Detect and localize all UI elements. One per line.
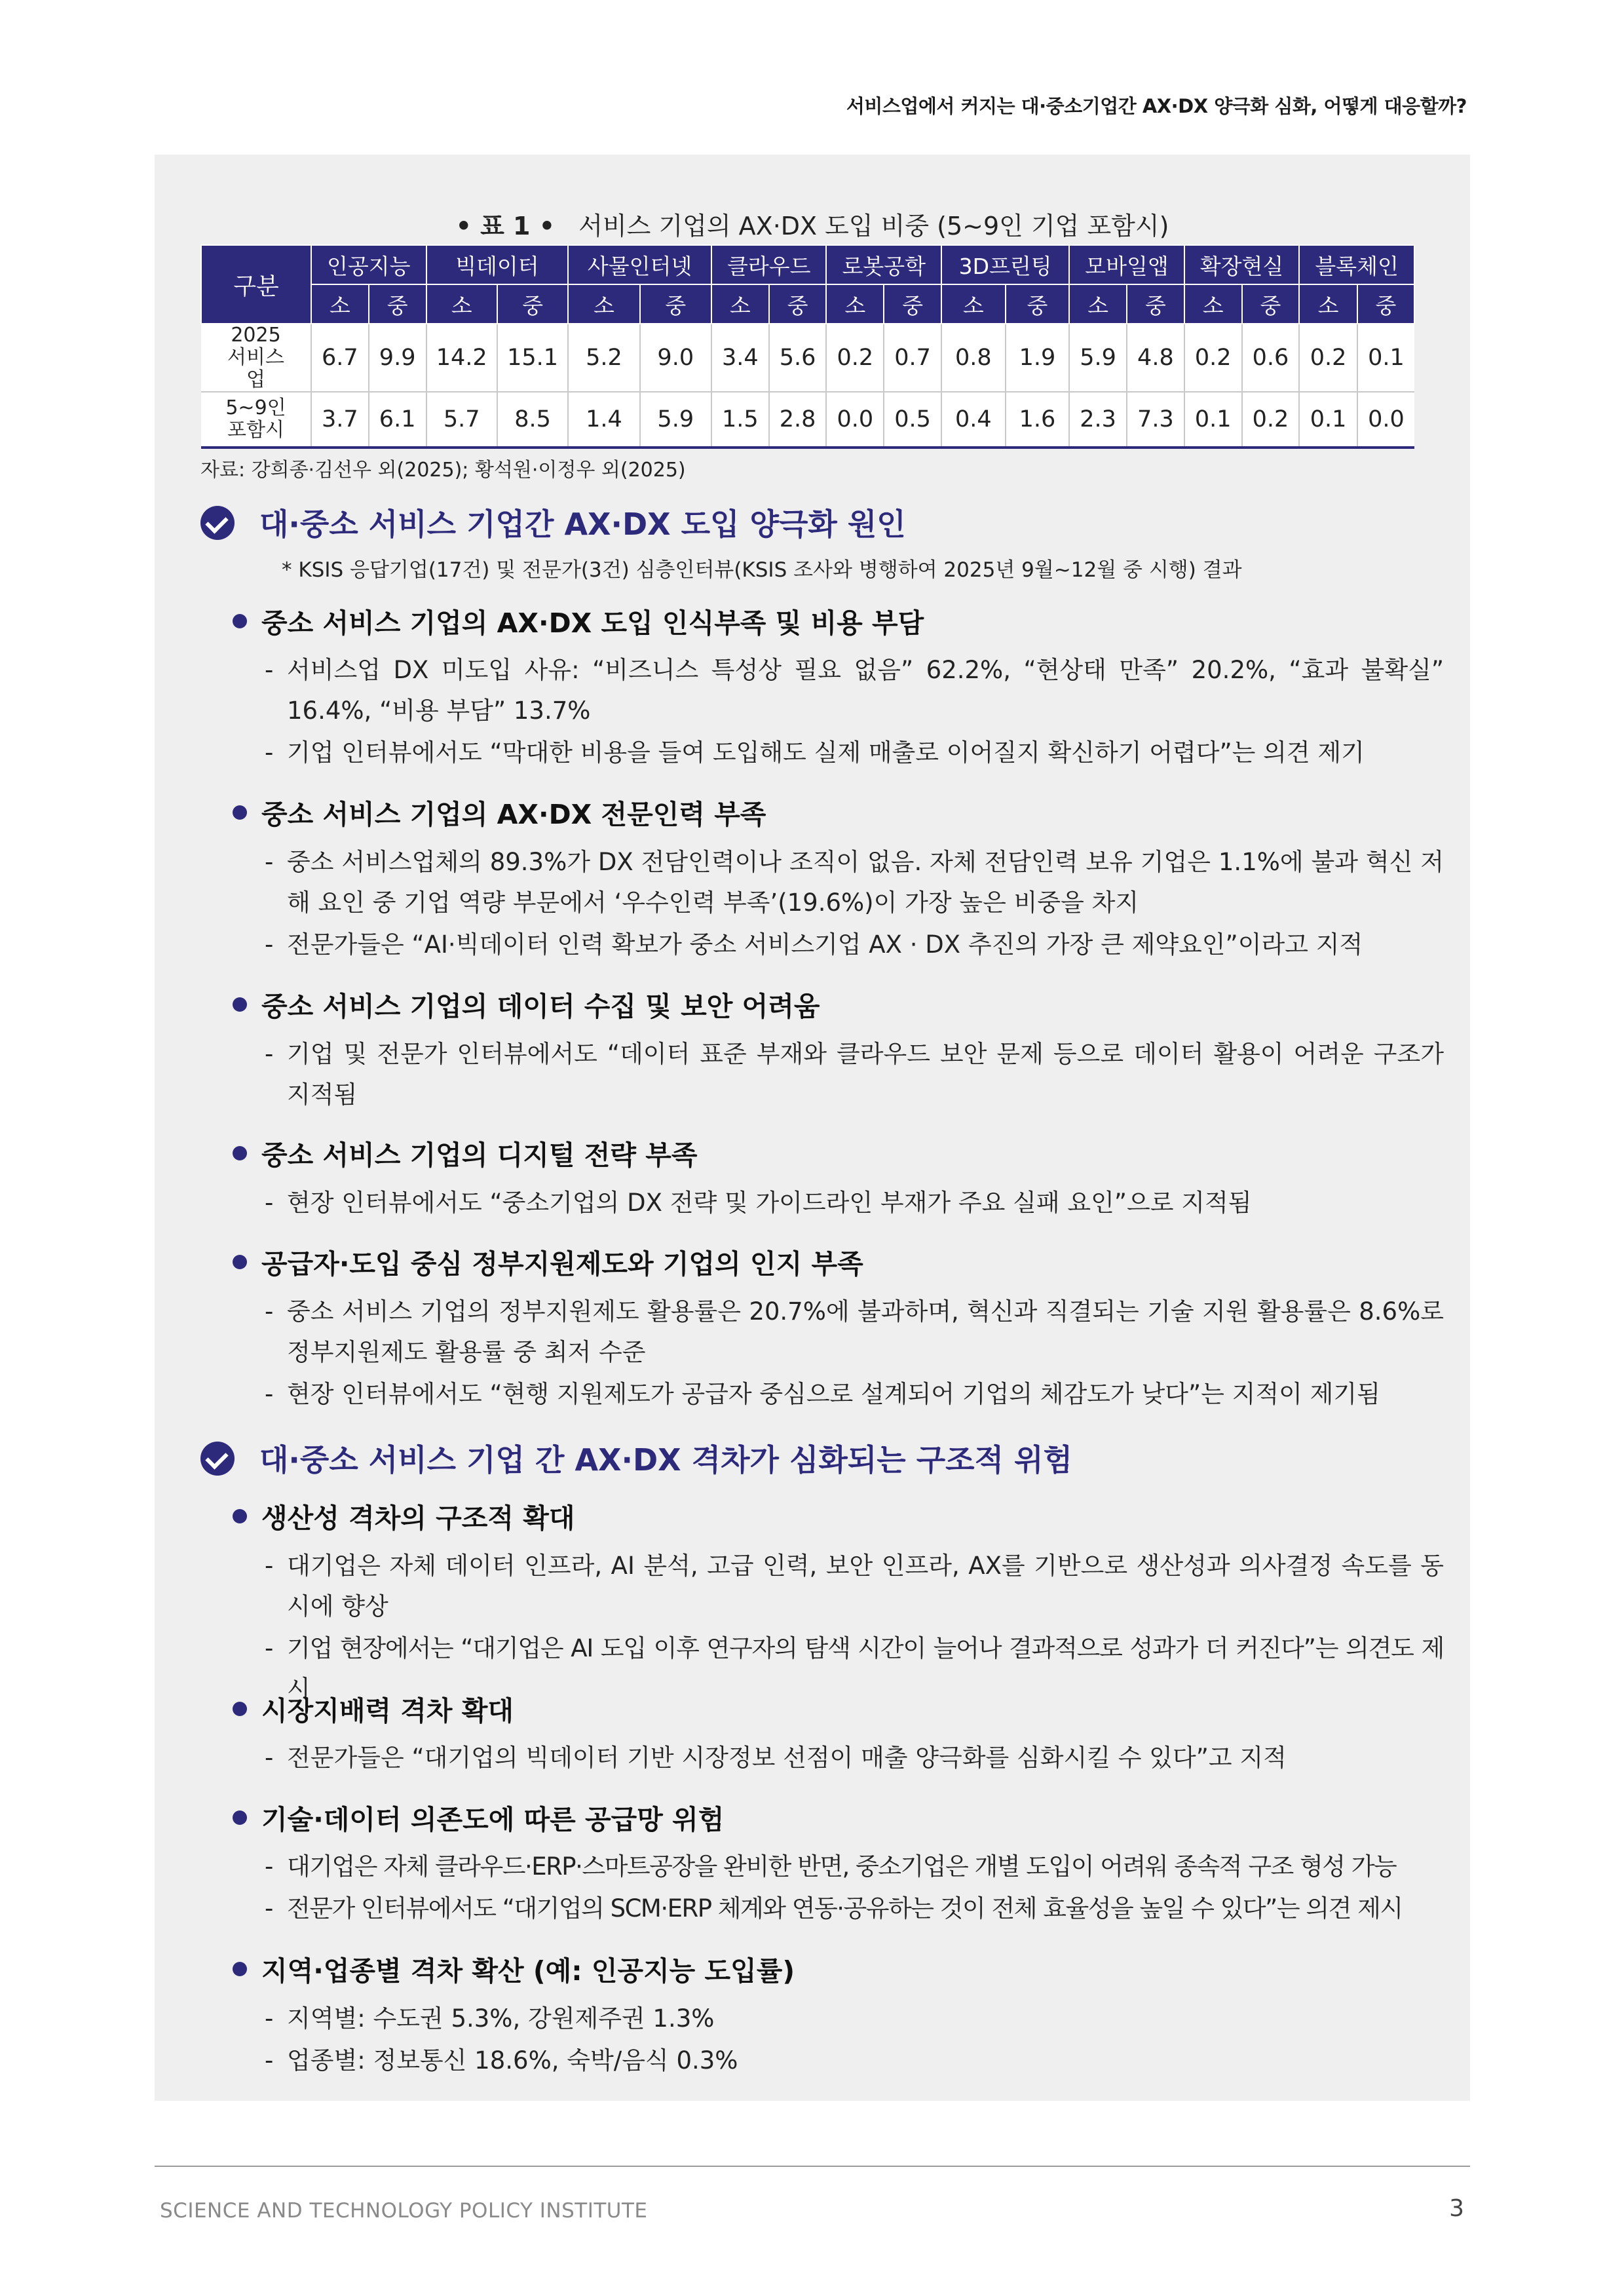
table-cell: 0.2 (1299, 324, 1357, 392)
table-cell: 6.1 (369, 392, 426, 448)
table-cell: 5.9 (640, 392, 711, 448)
col-group-header: 블록체인 (1299, 245, 1414, 284)
table-source: 자료: 강희종·김선우 외(2025); 황석원·이정우 외(2025) (200, 459, 686, 482)
col-group-header: 인공지능 (311, 245, 426, 284)
table-cell: 0.5 (884, 392, 941, 448)
col-size-header: 중 (640, 284, 711, 324)
table-caption-label: • 표 1 • (455, 212, 556, 240)
bullet-item: - 전문가들은 “대기업의 빅데이터 기반 시장정보 선점이 매출 양극화를 심화시킬 수 있다”고 지적 (265, 1744, 1287, 1772)
bullet-item: - 서비스업 DX 미도입 사유: “비즈니스 특성상 필요 없음” 62.2%, “현상태 만족” 20.2%, “효과 불확실” 16.4%, “비용 부담” 13.7% (265, 656, 1444, 725)
table-cell: 5.9 (1069, 324, 1127, 392)
table-cell: 0.2 (1184, 324, 1242, 392)
table-cell: 5.7 (426, 392, 497, 448)
subheading (233, 1949, 795, 1988)
bullet-item: - 지역별: 수도권 5.3%, 강원제주권 1.3% (265, 2004, 715, 2033)
table-cell: 2.3 (1069, 392, 1127, 448)
bullet-item: - 기업 인터뷰에서도 “막대한 비용을 들여 도입해도 실제 매출로 이어질지 확신하기 어렵다”는 의견 제기 (265, 738, 1365, 767)
subheading-text: 중소 서비스 기업의 AX·DX 전문인력 부족 (261, 799, 766, 830)
col-group-header: 사물인터넷 (568, 245, 711, 284)
col-size-header: 소 (568, 284, 639, 324)
bullet-item: - 대기업은 자체 클라우드·ERP·스마트공장을 완비한 반면, 중소기업은 개별 도입이 어려워 종속적 구조 형성 가능 (265, 1852, 1397, 1881)
col-size-header: 소 (1069, 284, 1127, 324)
col-size-header: 소 (711, 284, 769, 324)
section-title: 대·중소 서비스 기업간 AX·DX 도입 양극화 원인 (259, 507, 906, 542)
bullet-dot-icon (233, 1702, 247, 1716)
table-cell: 0.1 (1299, 392, 1357, 448)
bullet-text: 현장 인터뷰에서도 “중소기업의 DX 전략 및 가이드라인 부재가 주요 실패 요인”으로 지적됨 (287, 1189, 1252, 1217)
table-cell: 0.2 (1242, 392, 1300, 448)
bullet-text: 업종별: 정보통신 18.6%, 숙박/음식 0.3% (287, 2046, 738, 2075)
bullet-item: - 현장 인터뷰에서도 “중소기업의 DX 전략 및 가이드라인 부재가 주요 실패 요인”으로 지적됨 (265, 1189, 1252, 1217)
table-cell: 4.8 (1127, 324, 1184, 392)
subheading-text: 공급자·도입 중심 정부지원제도와 기업의 인지 부족 (261, 1248, 863, 1280)
check-circle-icon (200, 506, 235, 540)
bullet-text: 전문가들은 “대기업의 빅데이터 기반 시장정보 선점이 매출 양극화를 심화시킬 수 있다”고 지적 (287, 1744, 1287, 1772)
table-cell: 1.6 (1006, 392, 1070, 448)
bullet-item: - 대기업은 자체 데이터 인프라, AI 분석, 고급 인력, 보안 인프라, AX를 기반으로 생산성과 의사결정 속도를 동시에 향상 (265, 1552, 1444, 1620)
bullet-dot-icon (233, 1962, 247, 1976)
table-cell: 0.2 (826, 324, 884, 392)
subheading (233, 1134, 697, 1172)
col-size-header: 중 (369, 284, 426, 324)
col-size-header: 중 (1357, 284, 1414, 324)
table-cell: 3.4 (711, 324, 769, 392)
bullet-text: 중소 서비스 기업의 정부지원제도 활용률은 20.7%에 불과하며, 혁신과 직결되는 기술 지원 활용률은 8.6%로 정부지원제도 활용률 중 최저 수준 (287, 1297, 1444, 1366)
table-cell: 0.4 (941, 392, 1006, 448)
col-group-header: 빅데이터 (426, 245, 569, 284)
row-label-text: 2025 서비스업 (227, 324, 284, 391)
table-row (201, 324, 1414, 392)
col-size-header: 소 (941, 284, 1006, 324)
bullet-dot-icon (233, 1146, 247, 1160)
check-circle-icon (200, 1442, 235, 1476)
table-cell: 1.5 (711, 392, 769, 448)
col-group-header: 3D프린팅 (941, 245, 1069, 284)
subheading-text: 생산성 격차의 구조적 확대 (261, 1502, 575, 1534)
col-size-header: 중 (1127, 284, 1184, 324)
col-group-header: 클라우드 (711, 245, 827, 284)
col-size-header: 소 (426, 284, 497, 324)
col-group-header: 모바일앱 (1069, 245, 1184, 284)
col-size-header: 소 (1299, 284, 1357, 324)
col-size-header: 중 (884, 284, 941, 324)
table-cell: 1.4 (568, 392, 639, 448)
table-cell: 0.1 (1357, 324, 1414, 392)
col-size-header: 중 (497, 284, 568, 324)
bullet-item: - 전문가들은 “AI·빅데이터 인력 확보가 중소 서비스기업 AX · DX 추진의 가장 큰 제약요인”이라고 지적 (265, 930, 1363, 959)
col-size-header: 소 (311, 284, 369, 324)
running-header-title: 서비스업에서 커지는 대·중소기업간 AX·DX 양극화 심화, 어떻게 대응할까? (846, 95, 1467, 117)
subheading-text: 기술·데이터 의존도에 따른 공급망 위험 (261, 1804, 725, 1835)
subheading-text: 중소 서비스 기업의 데이터 수집 및 보안 어려움 (261, 991, 820, 1022)
bullet-text: 서비스업 DX 미도입 사유: “비즈니스 특성상 필요 없음” 62.2%, “현상태 만족” 20.2%, “효과 불확실” 16.4%, “비용 부담” 13.7% (287, 656, 1444, 725)
table-cell: 2.8 (769, 392, 827, 448)
table-cell: 3.7 (311, 392, 369, 448)
col-size-header: 중 (769, 284, 827, 324)
bullet-text: 기업 인터뷰에서도 “막대한 비용을 들여 도입해도 실제 매출로 이어질지 확신하기 어렵다”는 의견 제기 (287, 738, 1365, 767)
table-cell: 0.0 (826, 392, 884, 448)
table-cell: 8.5 (497, 392, 568, 448)
table-cell: 5.6 (769, 324, 827, 392)
section-title: 대·중소 서비스 기업 간 AX·DX 격차가 심화되는 구조적 위험 (259, 1442, 1072, 1478)
table-cell: 9.9 (369, 324, 426, 392)
table-cell: 9.0 (640, 324, 711, 392)
table-cell: 7.3 (1127, 392, 1184, 448)
bullet-item: - 중소 서비스업체의 89.3%가 DX 전담인력이나 조직이 없음. 자체 전담인력 보유 기업은 1.1%에 불과 혁신 저해 요인 중 기업 역량 부문에서 ‘우수인력 부족’(19.6%)이 가장 높은 비중을 차지 (265, 848, 1444, 917)
col-size-header: 중 (1242, 284, 1300, 324)
bullet-item: - 중소 서비스 기업의 정부지원제도 활용률은 20.7%에 불과하며, 혁신과 직결되는 기술 지원 활용률은 8.6%로 정부지원제도 활용률 중 최저 수준 (265, 1297, 1444, 1366)
subheading (233, 602, 924, 640)
subheading-text: 중소 서비스 기업의 디지털 전략 부족 (261, 1139, 698, 1171)
col-group-header: 확장현실 (1184, 245, 1300, 284)
table-caption (155, 206, 1470, 242)
bullet-dot-icon (233, 1509, 247, 1523)
table-corner-header: 구분 (201, 245, 311, 324)
footer-institute: SCIENCE AND TECHNOLOGY POLICY INSTITUTE (160, 2199, 648, 2223)
subheading (233, 985, 820, 1024)
col-size-header: 소 (1184, 284, 1242, 324)
bullet-text: 지역별: 수도권 5.3%, 강원제주권 1.3% (287, 2004, 715, 2033)
subheading (233, 1497, 575, 1535)
section-heading (200, 1436, 1072, 1480)
adoption-table (200, 244, 1415, 449)
table-cell: 0.6 (1242, 324, 1300, 392)
row-label (201, 324, 311, 392)
table-cell: 5.2 (568, 324, 639, 392)
subheading-text: 중소 서비스 기업의 AX·DX 도입 인식부족 및 비용 부담 (261, 607, 924, 639)
table-cell: 1.9 (1006, 324, 1070, 392)
bullet-dot-icon (233, 805, 247, 820)
bullet-dot-icon (233, 1255, 247, 1269)
bullet-item: - 기업 현장에서는 “대기업은 AI 도입 이후 연구자의 탐색 시간이 늘어나 결과적으로 성과가 더 커진다”는 의견도 제시 (265, 1634, 1444, 1703)
table-cell: 0.7 (884, 324, 941, 392)
table-cell: 14.2 (426, 324, 497, 392)
table-row (201, 392, 1414, 448)
bullet-item: - 업종별: 정보통신 18.6%, 숙박/음식 0.3% (265, 2046, 738, 2075)
bullet-text: 전문가 인터뷰에서도 “대기업의 SCM·ERP 체계와 연동·공유하는 것이 전체 효율성을 높일 수 있다”는 의견 제시 (287, 1894, 1403, 1923)
bullet-text: 중소 서비스업체의 89.3%가 DX 전담인력이나 조직이 없음. 자체 전담인력 보유 기업은 1.1%에 불과 혁신 저해 요인 중 기업 역량 부문에서 ‘우수인력 부족’(19.6%)이 가장 높은 비중을 차지 (287, 848, 1444, 917)
subheading (233, 1798, 724, 1837)
bullet-dot-icon (233, 614, 247, 628)
section-note: * KSIS 응답기업(17건) 및 전문가(3건) 심층인터뷰(KSIS 조사와 병행하여 2025년 9월~12월 중 시행) 결과 (282, 558, 1242, 582)
table-cell: 6.7 (311, 324, 369, 392)
row-label-text: 5~9인 포함시 (225, 396, 286, 442)
bullet-text: 기업 및 전문가 인터뷰에서도 “데이터 표준 부재와 클라우드 보안 문제 등으로 데이터 활용이 어려운 구조가 지적됨 (287, 1040, 1444, 1109)
bullet-item: - 전문가 인터뷰에서도 “대기업의 SCM·ERP 체계와 연동·공유하는 것이 전체 효율성을 높일 수 있다”는 의견 제시 (265, 1894, 1403, 1923)
col-group-header: 로봇공학 (826, 245, 941, 284)
table-cell: 0.8 (941, 324, 1006, 392)
bullet-text: 대기업은 자체 클라우드·ERP·스마트공장을 완비한 반면, 중소기업은 개별 도입이 어려워 종속적 구조 형성 가능 (287, 1852, 1397, 1881)
bullet-text: 대기업은 자체 데이터 인프라, AI 분석, 고급 인력, 보안 인프라, AX를 기반으로 생산성과 의사결정 속도를 동시에 향상 (287, 1552, 1444, 1620)
subheading-text: 시장지배력 격차 확대 (261, 1695, 514, 1727)
bullet-text: 기업 현장에서는 “대기업은 AI 도입 이후 연구자의 탐색 시간이 늘어나 결과적으로 성과가 더 커진다”는 의견도 제시 (287, 1634, 1444, 1703)
table-cell: 15.1 (497, 324, 568, 392)
bullet-text: 전문가들은 “AI·빅데이터 인력 확보가 중소 서비스기업 AX · DX 추진의 가장 큰 제약요인”이라고 지적 (287, 930, 1363, 959)
bullet-dot-icon (233, 997, 247, 1012)
subheading (233, 1242, 863, 1281)
bullet-text: 현장 인터뷰에서도 “현행 지원제도가 공급자 중심으로 설계되어 기업의 체감도가 낮다”는 지적이 제기됨 (287, 1380, 1380, 1408)
bullet-item: - 현장 인터뷰에서도 “현행 지원제도가 공급자 중심으로 설계되어 기업의 체감도가 낮다”는 지적이 제기됨 (265, 1380, 1380, 1408)
subheading-text: 지역·업종별 격차 확산 (예: 인공지능 도입률) (261, 1955, 795, 1987)
footer-divider (155, 2166, 1470, 2167)
table-caption-text: 서비스 기업의 AX·DX 도입 비중 (5~9인 기업 포함시) (578, 212, 1169, 240)
table-cell: 0.1 (1184, 392, 1242, 448)
bullet-item: - 기업 및 전문가 인터뷰에서도 “데이터 표준 부재와 클라우드 보안 문제 등으로 데이터 활용이 어려운 구조가 지적됨 (265, 1040, 1444, 1109)
table-cell: 0.0 (1357, 392, 1414, 448)
col-size-header: 소 (826, 284, 884, 324)
subheading (233, 1689, 514, 1728)
row-label (201, 392, 311, 448)
page-number: 3 (1449, 2195, 1464, 2222)
col-size-header: 중 (1006, 284, 1070, 324)
section-heading (200, 501, 906, 544)
subheading (233, 793, 766, 832)
bullet-dot-icon (233, 1810, 247, 1825)
